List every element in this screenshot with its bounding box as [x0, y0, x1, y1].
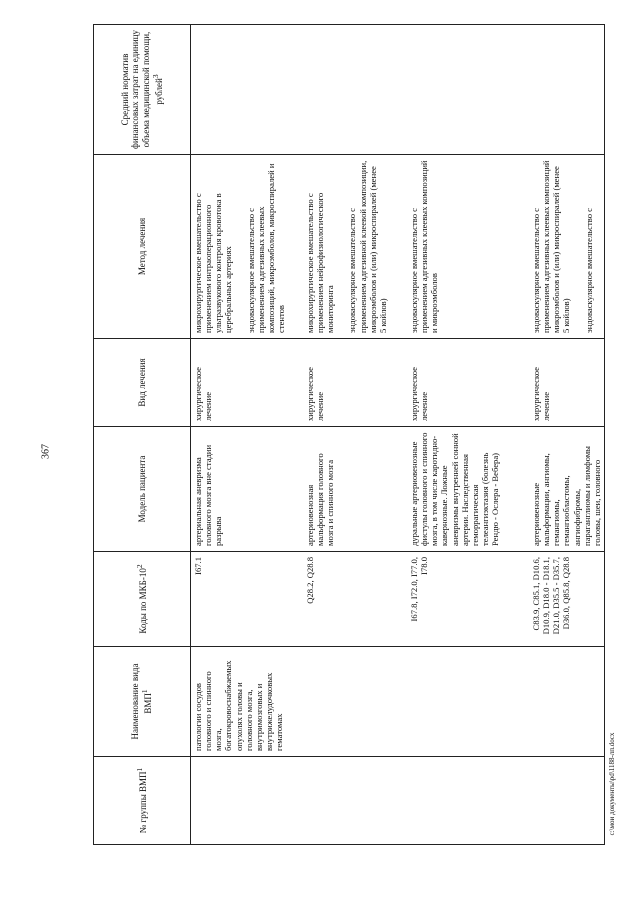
cell-codes: Q28.2, Q28.8 [303, 552, 407, 647]
cell-method [529, 155, 604, 339]
cell-name [529, 647, 604, 757]
cell-name: патологии сосудов головного и спинного мозга, богатокровоснабжаемых опухолях головы и головного мозга, внутримозговых и внутрижелудочковых гематомах [191, 647, 304, 757]
cell-type: хирургическое лечение [529, 339, 604, 427]
cell-codes: I67.1 [191, 552, 304, 647]
header-name: Наименование вида ВМП$^1$ [94, 647, 191, 757]
cell-model: артериовенозные мальформации, ангиомы, гемангиомы, гемангиобластомы, ангиофибромы, параганглиомы и лимфомы головы, шеи, головного [529, 427, 604, 552]
cell-method [407, 155, 529, 339]
cell-type: хирургическое лечение [191, 339, 304, 427]
method-item: микрохирургическое вмешательство с применением интраоперационного ультразвукового контроля кровотока в церебральных артериях [193, 193, 234, 333]
header-norm: Средний норматив финансовых затрат на единицу объема медицинской помощи, рублей$^3$ [94, 25, 191, 155]
cell-name [303, 647, 407, 757]
cell-codes: I67.8, I72.0, I77.0, I78.0 [407, 552, 529, 647]
header-group: № группы ВМП$^1$ [94, 757, 191, 845]
table-row [407, 25, 529, 845]
page-number: 367 [40, 444, 52, 459]
cell-codes: C83.9, C85.1, D10.6, D10.9, D18.0 - D18.1, D21.0, D35.5 - D35.7, D36.0, Q85.8, Q28.8 [529, 552, 604, 647]
cell-type: хирургическое лечение [303, 339, 407, 427]
method-item: эндоваскулярное вмешательство с [583, 208, 594, 333]
vmp-table [93, 24, 605, 845]
method-item: эндоваскулярное вмешательство с применением адгезивных клеевых композиций микроэмболов и (или) микроспиралей (менее 5 койлов) [531, 160, 572, 333]
cell-model: артериальная аневризма головного мозга вне стадии разрыва [191, 427, 304, 552]
header-type: Вид лечения [94, 339, 191, 427]
table-row [191, 25, 304, 845]
cell-type: хирургическое лечение [407, 339, 529, 427]
cell-norm [303, 25, 407, 155]
method-item: эндоваскулярное вмешательство с применением адгезивных клеевых композиций, микроэмболов, микроспиралей и стентов [245, 163, 286, 333]
method-item: эндоваскулярное вмешательство с применением адгезивной клеевой композиции, микроэмболов и (или) микроспиралей (менее 5 койлов) [347, 160, 388, 333]
table-row [303, 25, 407, 845]
header-codes: Коды по МКБ-$10^2$ [94, 552, 191, 647]
cell-group [303, 757, 407, 845]
cell-norm [191, 25, 304, 155]
footer-text: c:\мои документы\pd\1188-лп.docx [608, 732, 616, 836]
rotated-page-content [93, 25, 605, 845]
table-row [529, 25, 604, 845]
cell-method [303, 155, 407, 339]
cell-group [407, 757, 529, 845]
cell-method [191, 155, 304, 339]
method-item: эндоваскулярное вмешательство с применением адгезивных клеевых композиций и микроэмболов [409, 160, 440, 333]
cell-model: дуральные артериовенозные фистулы головного и спинного мозга, в том числе каротидно-кавернозные. Ложные аневризмы внутренней сонной артерии. Наследственная геморрагическая телеангиэктазия (болезнь Рендю - Ослера - Вебера) [407, 427, 529, 552]
cell-group [529, 757, 604, 845]
header-method: Метод лечения [94, 155, 191, 339]
header-model: Модель пациента [94, 427, 191, 552]
table-header-row [94, 25, 191, 845]
cell-name [407, 647, 529, 757]
cell-norm [529, 25, 604, 155]
cell-group [191, 757, 304, 845]
method-item: микрохирургическое вмешательство с применением нейрофизиологического мониторинга [305, 192, 336, 333]
cell-norm [407, 25, 529, 155]
cell-model: артериовенозная мальформация головного мозга и спинного мозга [303, 427, 407, 552]
